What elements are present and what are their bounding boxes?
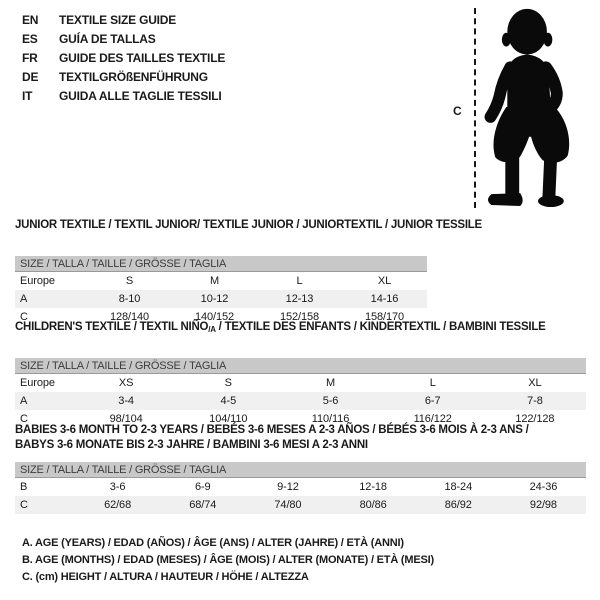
language-code: EN <box>22 13 39 27</box>
age-cell: 18-24 <box>444 481 473 493</box>
age-cell: 14-16 <box>370 293 399 305</box>
height-cell: 128/140 <box>109 311 150 323</box>
note-height-cm: C. (cm) HEIGHT / ALTURA / HAUTEUR / HÖHE / ALTEZZA <box>22 571 309 583</box>
note-age-years: A. AGE (YEARS) / EDAD (AÑOS) / ÂGE (ANS) / ALTER (JAHRE) / ETÀ (ANNI) <box>22 537 404 549</box>
note-age-months: B. AGE (MONTHS) / EDAD (MESES) / ÂGE (MOIS) / ALTER (MONATE) / ETÀ (MESI) <box>22 554 434 566</box>
table-row <box>15 478 586 496</box>
table-row <box>15 290 427 308</box>
size-cell: L <box>429 377 436 389</box>
section-childrens-textile <box>15 320 586 428</box>
height-cell: 98/104 <box>109 413 143 425</box>
language-code: ES <box>22 32 38 46</box>
table-row <box>15 392 586 410</box>
height-measure-label: C <box>453 104 462 118</box>
subscript: /A <box>208 325 216 334</box>
language-title: TEXTILGRÖßENFÜHRUNG <box>59 70 208 84</box>
row-label: A <box>20 293 28 305</box>
section-title: CHILDREN'S TEXTILE / TEXTIL $NIÑO_{/A}$ / TEXTILE DES ENFANTS / KINDERTEXTIL / BAMBINI TESSILE <box>15 321 546 334</box>
age-cell: 12-18 <box>359 481 387 493</box>
row-label: C <box>20 311 28 323</box>
section-title-line2: BABYS 3-6 MONATE BIS 2-3 JAHRE / BAMBINI 3-6 MESI A 2-3 ANNI <box>15 439 368 451</box>
age-cell: 8-10 <box>118 293 141 305</box>
table-row <box>15 374 586 392</box>
height-cell: 92/98 <box>529 499 557 511</box>
size-cell: XS <box>118 377 134 389</box>
age-cell: 24-36 <box>529 481 558 493</box>
size-cell: XL <box>377 275 392 287</box>
table-row <box>15 496 586 514</box>
height-cell: 116/122 <box>413 413 452 425</box>
size-header-bar: SIZE / TALLA / TAILLE / GRÖSSE / TAGLIA <box>15 358 586 374</box>
age-cell: 10-12 <box>200 293 229 305</box>
language-title: GUIDE DES TAILLES TEXTILE <box>59 51 226 65</box>
row-label: C <box>20 499 28 511</box>
age-cell: 3-4 <box>118 395 134 407</box>
section-babies-textile <box>15 423 586 514</box>
row-label: Europe <box>20 275 55 287</box>
height-cell: 74/80 <box>274 499 302 511</box>
row-label: Europe <box>20 377 55 389</box>
height-cell: 68/74 <box>189 499 217 511</box>
row-label: B <box>20 481 28 493</box>
age-cell: 12-13 <box>285 293 314 305</box>
height-cell: 140/152 <box>194 311 235 323</box>
age-cell: 4-5 <box>220 395 237 407</box>
language-row-fr <box>22 49 225 68</box>
age-cell: 5-6 <box>322 395 339 407</box>
size-cell: S <box>224 377 232 389</box>
height-cell: 110/116 <box>311 413 350 425</box>
size-cell: L <box>296 275 303 287</box>
size-header-bar: SIZE / TALLA / TAILLE / GRÖSSE / TAGLIA <box>15 256 427 272</box>
language-title: TEXTILE SIZE GUIDE <box>59 13 177 27</box>
size-cell: M <box>325 377 336 389</box>
toddler-silhouette-icon <box>479 2 599 210</box>
section-title-line1: BABIES 3-6 MONTH TO 2-3 YEARS / BEBÉS 3-6 MESES A 2-3 AÑOS / BÉBÉS 3-6 MOIS À 2-3 ANS / <box>15 424 529 436</box>
height-cell: 80/86 <box>359 499 387 511</box>
age-cell: 7-8 <box>527 395 543 407</box>
language-code: DE <box>22 70 39 84</box>
table-row <box>15 272 427 290</box>
language-title: GUÍA DE TALLAS <box>59 32 156 46</box>
size-cell: S <box>125 275 134 287</box>
language-row-it <box>22 87 225 106</box>
language-row-de <box>22 68 225 87</box>
row-label: A <box>20 395 28 407</box>
age-cell: 9-12 <box>277 481 299 493</box>
section-junior-textile <box>15 218 482 326</box>
height-cell: 152/158 <box>279 311 320 323</box>
size-cell: M <box>209 275 220 287</box>
row-label: C <box>20 413 28 425</box>
height-cell: 158/170 <box>364 311 405 323</box>
height-cell: 62/68 <box>104 499 132 511</box>
size-cell: XL <box>528 377 542 389</box>
section-title: JUNIOR TEXTILE / TEXTIL JUNIOR/ TEXTILE JUNIOR / JUNIORTEXTIL / JUNIOR TESSILE <box>15 219 482 231</box>
language-row-es <box>22 30 225 49</box>
language-row-en <box>22 11 225 30</box>
age-cell: 6-7 <box>424 395 441 407</box>
language-code: IT <box>22 89 33 103</box>
height-measure-dashed-line <box>474 8 476 208</box>
language-list <box>22 11 225 106</box>
legend-notes <box>22 535 434 586</box>
language-title: GUIDA ALLE TAGLIE TESSILI <box>59 89 222 103</box>
age-cell: 3-6 <box>109 481 126 493</box>
height-cell: 86/92 <box>444 499 472 511</box>
height-cell: 104/110 <box>209 413 248 425</box>
height-cell: 122/128 <box>515 413 555 425</box>
age-cell: 6-9 <box>194 481 211 493</box>
language-code: FR <box>22 51 38 65</box>
size-header-bar: SIZE / TALLA / TAILLE / GRÖSSE / TAGLIA <box>15 462 586 478</box>
